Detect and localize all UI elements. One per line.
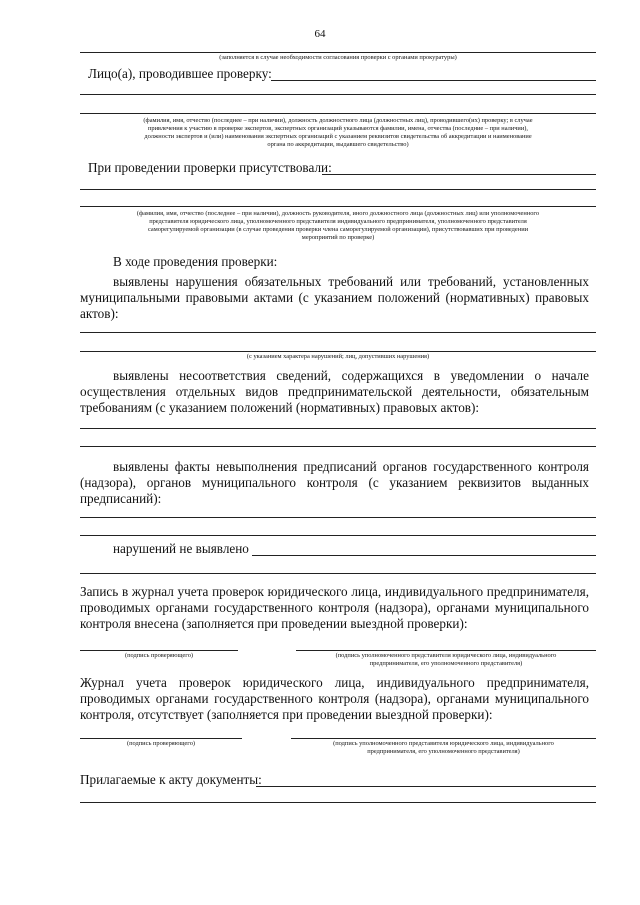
- attachments-field-line-1[interactable]: [256, 786, 596, 787]
- violations-caption: (с указанием характера нарушений; лиц, допустивших нарушения): [246, 353, 430, 360]
- violations-text-2: муниципальными правовыми актами (с указанием положений (нормативных) правовых: [80, 290, 589, 305]
- present-field-line-2[interactable]: [80, 189, 596, 190]
- orders-text-2: (надзора), органов муниципального контроля (с указанием реквизитов выданных: [80, 475, 589, 490]
- attachments-field-line-2[interactable]: [80, 802, 596, 803]
- inspectors-field-line-3[interactable]: [80, 113, 596, 114]
- journal-absent-inspector-caption: (подпись проверяющего): [126, 740, 196, 747]
- inspectors-field-line-2[interactable]: [80, 94, 596, 95]
- mismatch-text-3: требованиям (с указанием положений (нормативных) правовых актов):: [80, 400, 480, 415]
- journal-entry-rep-caption-1: (подпись уполномоченного представителя юридического лица, индивидуального: [335, 652, 557, 659]
- inspectors-caption-1: (фамилия, имя, отчество (последнее – при наличии), должность должностного лица (должностных лиц), проводившего(их) проверку; в случае: [143, 117, 533, 124]
- prosecutor-caption: (заполняется в случае необходимости согласования проверки с органами прокуратуры): [219, 54, 457, 61]
- mismatch-field-line-2[interactable]: [80, 446, 596, 447]
- journal-entry-text-2: проводимых органами государственного контроля (надзора), органами муниципального: [80, 600, 589, 615]
- attachments-label: Прилагаемые к акту документы:: [80, 772, 262, 787]
- present-label: При проведении проверки присутствовали:: [88, 160, 332, 175]
- journal-absent-text-3: контроля, отсутствует (заполняется при проведении выездной проверки):: [80, 707, 493, 722]
- journal-entry-text-1: Запись в журнал учета проверок юридического лица, индивидуального предпринимателя,: [80, 584, 589, 599]
- inspectors-caption-2: привлечения к участию в проверке экспертов, экспертных организаций указываются фамилии, имена, отчества (последние – при наличии),: [148, 125, 528, 132]
- no-violations-field-line-1[interactable]: [252, 555, 596, 556]
- inspectors-caption-3: должности экспертов и (или) наименования экспертных организаций с указанием реквизитов свидетельства об аккредитации и наименование: [144, 133, 532, 140]
- present-field-line-1[interactable]: [322, 174, 596, 175]
- inspectors-label: Лицо(а), проводившее проверку:: [88, 66, 272, 81]
- present-caption-2: представителя юридического лица, уполномоченного представителя индивидуального предпринимателя, уполномоченного представителя: [149, 218, 527, 225]
- journal-absent-inspector-signature-line[interactable]: [80, 738, 242, 739]
- journal-absent-rep-signature-line[interactable]: [291, 738, 596, 739]
- mismatch-text-2: осуществления отдельных видов предпринимательской деятельности, обязательным: [80, 384, 589, 399]
- prosecutor-line: [80, 52, 596, 53]
- present-caption-1: (фамилия, имя, отчество (последнее – при наличии), должность руководителя, иного должностного лица (должностных лиц) или уполномоченного: [136, 210, 540, 217]
- present-caption-3: саморегулируемой организации (в случае проведения проверки члена саморегулируемой организации), присутствовавших при проведении: [147, 226, 529, 233]
- orders-text-3: предписаний):: [80, 491, 162, 506]
- journal-absent-text-2: проводимых органами государственного контроля (надзора), органами муниципального: [80, 691, 589, 706]
- no-violations-field-line-2[interactable]: [80, 573, 596, 574]
- journal-absent-rep-caption-1: (подпись уполномоченного представителя юридического лица, индивидуального: [333, 740, 554, 747]
- journal-entry-rep-signature-line[interactable]: [296, 650, 596, 651]
- present-caption-4: мероприятий по проверке): [301, 234, 375, 241]
- no-violations-text: нарушений не выявлено: [113, 541, 249, 556]
- violations-text-3: актов):: [80, 306, 119, 321]
- during-heading: В ходе проведения проверки:: [113, 254, 278, 269]
- orders-field-line-1[interactable]: [80, 517, 596, 518]
- journal-entry-inspector-signature-line[interactable]: [80, 650, 238, 651]
- orders-text-1: выявлены факты невыполнения предписаний органов государственного контроля: [113, 459, 589, 474]
- orders-field-line-2[interactable]: [80, 535, 596, 536]
- violations-field-line-2[interactable]: [80, 351, 596, 352]
- journal-entry-text-3: контроля внесена (заполняется при проведении выездной проверки):: [80, 616, 468, 631]
- inspectors-field-line-1[interactable]: [271, 80, 596, 81]
- present-field-line-3[interactable]: [80, 206, 596, 207]
- violations-text-1: выявлены нарушения обязательных требований или требований, установленных: [113, 274, 589, 289]
- journal-entry-rep-caption-2: предпринимателя, его уполномоченного представителя): [369, 660, 523, 667]
- journal-absent-text-1: Журнал учета проверок юридического лица, индивидуального предпринимателя,: [80, 675, 589, 690]
- violations-field-line-1[interactable]: [80, 332, 596, 333]
- inspectors-caption-4: органа по аккредитации, выдавшего свидетельство): [267, 141, 409, 148]
- journal-entry-inspector-caption: (подпись проверяющего): [124, 652, 194, 659]
- page-number: 64: [314, 28, 326, 40]
- journal-absent-rep-caption-2: предпринимателя, его уполномоченного представителя): [367, 748, 520, 755]
- mismatch-field-line-1[interactable]: [80, 428, 596, 429]
- mismatch-text-1: выявлены несоответствия сведений, содержащихся в уведомлении о начале: [113, 368, 589, 383]
